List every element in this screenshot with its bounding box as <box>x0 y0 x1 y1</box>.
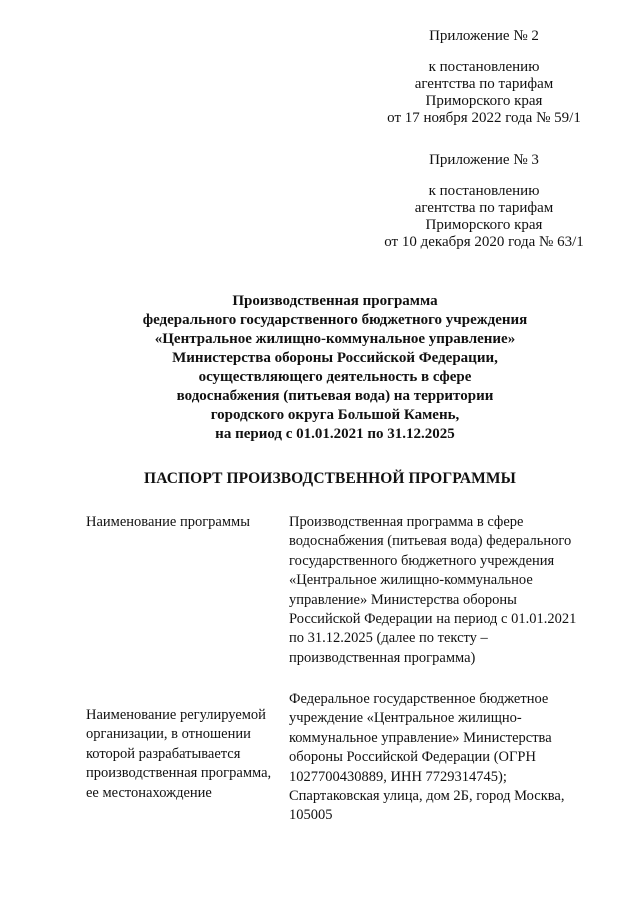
program-heading-line: федерального государственного бюджетного учреждения <box>142 312 528 328</box>
appendix-2-title: Приложение № 2 <box>429 28 539 44</box>
program-heading-line: городского округа Большой Камень, <box>210 407 460 423</box>
value-line: Производственная программа в сфере <box>289 514 524 530</box>
appendix-3-line: к постановлению <box>428 183 540 199</box>
program-heading-line: на период с 01.01.2021 по 31.12.2025 <box>215 426 455 442</box>
value-line: 105005 <box>289 807 333 824</box>
appendix-3-block <box>370 152 598 251</box>
label-line: производственная программа, <box>86 765 272 782</box>
row-value-organization <box>289 690 599 826</box>
appendix-2-line: от 17 ноября 2022 года № 59/1 <box>387 110 581 126</box>
value-line: коммунальное управление» Министерства <box>289 729 552 746</box>
appendix-2-block <box>370 28 598 127</box>
value-line: по 31.12.2025 (далее по тексту – <box>289 630 488 647</box>
program-heading-line: Производственная программа <box>232 293 438 309</box>
appendix-3-line: Приморского края <box>425 217 543 233</box>
row-label-organization <box>86 706 282 803</box>
appendix-3-line: от 10 декабря 2020 года № 63/1 <box>384 234 584 250</box>
appendix-2-line: агентства по тарифам <box>414 76 554 92</box>
label-line: Наименование программы <box>86 514 250 530</box>
appendix-2-line: Приморского края <box>425 93 543 109</box>
passport-title: ПАСПОРТ ПРОИЗВОДСТВЕННОЙ ПРОГРАММЫ <box>144 470 516 487</box>
label-line: ее местонахождение <box>86 784 212 801</box>
value-line: обороны Российской Федерации (ОГРН <box>289 749 536 766</box>
label-line: организации, в отношении <box>86 726 251 743</box>
program-heading <box>110 292 560 444</box>
label-line: Наименование регулируемой <box>86 707 266 723</box>
program-heading-line: Министерства обороны Российской Федерации, <box>172 350 498 366</box>
appendix-2-line: к постановлению <box>428 59 540 75</box>
value-line: учреждение «Центральное жилищно- <box>289 710 522 727</box>
program-heading-line: осуществляющего деятельность в сфере <box>198 369 472 385</box>
value-line: управление» Министерства обороны <box>289 591 517 608</box>
appendix-3-line: агентства по тарифам <box>414 200 554 216</box>
value-line: Федеральное государственное бюджетное <box>289 691 549 707</box>
row-label-program-name <box>86 513 282 532</box>
value-line: Российской Федерации на период с 01.01.2021 <box>289 611 577 628</box>
label-line: которой разрабатывается <box>86 745 241 762</box>
value-line: производственная программа) <box>289 649 476 666</box>
program-heading-line: «Центральное жилищно-коммунальное управление» <box>154 331 516 347</box>
value-line: государственного бюджетного учреждения <box>289 552 555 569</box>
value-line: 1027700430889, ИНН 7729314745); <box>289 768 507 785</box>
row-value-program-name <box>289 513 599 668</box>
value-line: «Центральное жилищно-коммунальное <box>289 572 533 589</box>
value-line: Спартаковская улица, дом 2Б, город Москва, <box>289 788 565 805</box>
appendix-3-title: Приложение № 3 <box>429 152 539 168</box>
value-line: водоснабжения (питьевая вода) федерального <box>289 533 572 550</box>
program-heading-line: водоснабжения (питьевая вода) на территории <box>176 388 494 404</box>
